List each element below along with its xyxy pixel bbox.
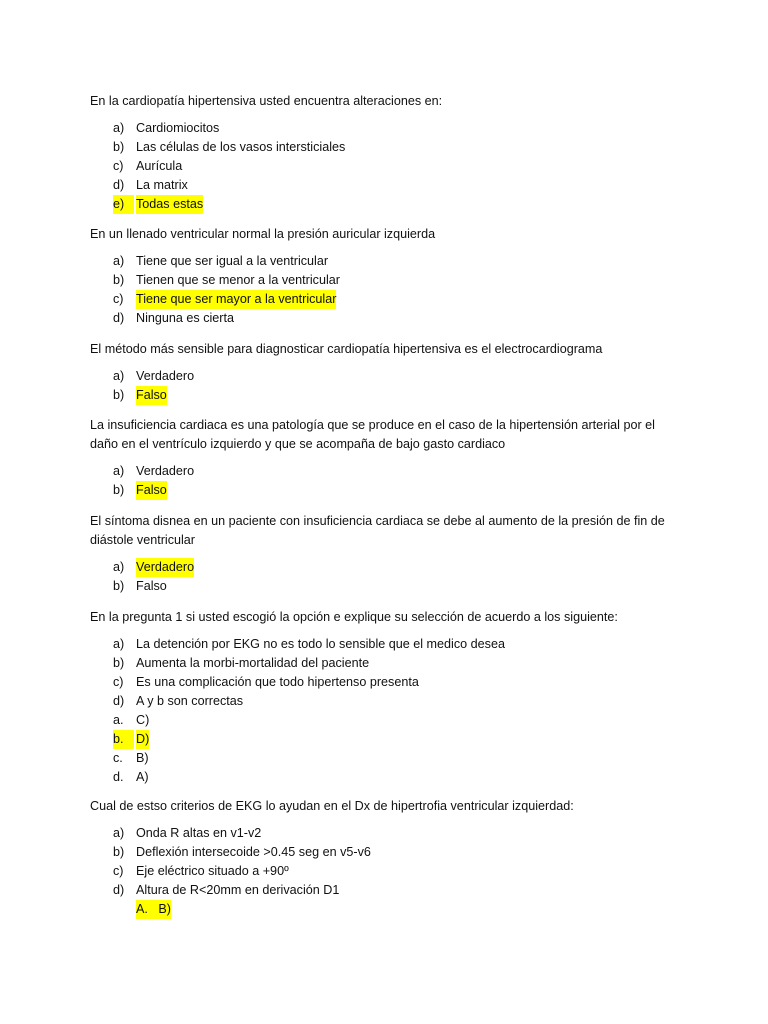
option-letter: c) — [113, 864, 124, 878]
option-letter: A. — [136, 902, 148, 916]
question-prompt: En la cardiopatía hipertensiva usted encuentra alteraciones en: — [90, 94, 443, 108]
option-letter: a) — [113, 560, 125, 574]
option-text: Tiene que ser mayor a la ventricular — [136, 290, 336, 309]
question-2 — [90, 225, 680, 328]
option-letter: a) — [113, 464, 125, 478]
question-prompt-line-2: diástole ventricular — [90, 533, 195, 547]
option-text: Aumenta la morbi-mortalidad del paciente — [136, 656, 370, 670]
option-item — [90, 635, 680, 654]
option-item-highlighted — [90, 386, 680, 405]
question-prompt: En un llenado ventricular normal la presión auricular izquierda — [90, 227, 436, 241]
option-letter: c. — [113, 751, 123, 765]
option-text: Verdadero — [136, 464, 195, 478]
option-text: Falso — [136, 579, 167, 593]
question-prompt: Cual de estso criterios de EKG lo ayudan en el Dx de hipertrofia ventricular izquierdad: — [90, 799, 574, 813]
option-text: Todas estas — [136, 195, 203, 214]
question-prompt: El método más sensible para diagnosticar cardiopatía hipertensiva es el electrocardiograma — [90, 342, 603, 356]
option-text: La matrix — [136, 178, 188, 192]
option-list — [90, 252, 680, 328]
option-item — [90, 367, 680, 386]
option-letter: a) — [113, 369, 125, 383]
question-prompt: En la pregunta 1 si usted escogió la opción e explique su selección de acuerdo a los siguiente: — [90, 610, 618, 624]
option-letter: e) — [113, 195, 134, 214]
option-text: Cardiomiocitos — [136, 121, 220, 135]
option-letter: d. — [113, 770, 124, 784]
option-item — [90, 768, 680, 787]
option-item-highlighted — [90, 730, 680, 749]
option-letter: b) — [113, 579, 125, 593]
option-item — [90, 711, 680, 730]
option-letter: a) — [113, 254, 125, 268]
option-item — [90, 138, 680, 157]
option-item-highlighted — [90, 481, 680, 500]
option-item — [90, 309, 680, 328]
option-item — [90, 862, 680, 881]
option-letter: d) — [113, 883, 125, 897]
option-text: Deflexión intersecoide >0.45 seg en v5-v6 — [136, 845, 371, 859]
option-letter: c) — [113, 292, 124, 306]
option-item — [90, 673, 680, 692]
option-item — [90, 119, 680, 138]
question-4 — [90, 416, 680, 500]
option-text: Tiene que ser igual a la ventricular — [136, 254, 329, 268]
option-item — [90, 654, 680, 673]
option-item — [90, 692, 680, 711]
option-item — [90, 157, 680, 176]
question-1 — [90, 92, 680, 214]
option-letter: a. — [113, 713, 124, 727]
option-text: A y b son correctas — [136, 694, 244, 708]
option-text: Tienen que se menor a la ventricular — [136, 273, 340, 287]
option-item — [90, 881, 680, 900]
option-text: Las células de los vasos intersticiales — [136, 140, 346, 154]
option-letter: d) — [113, 311, 125, 325]
option-item-highlighted — [90, 558, 680, 577]
option-text: Onda R altas en v1-v2 — [136, 826, 262, 840]
option-list — [90, 367, 680, 405]
option-text: La detención por EKG no es todo lo sensible que el medico desea — [136, 637, 505, 651]
option-text: A) — [136, 770, 149, 784]
option-text — [136, 900, 171, 919]
option-list — [90, 462, 680, 500]
question-6 — [90, 608, 680, 787]
option-item — [90, 749, 680, 768]
option-list — [90, 824, 680, 919]
option-letter: d) — [113, 694, 125, 708]
question-5 — [90, 512, 680, 596]
option-list — [90, 558, 680, 596]
option-item — [90, 271, 680, 290]
option-text: Falso — [136, 386, 167, 405]
option-item — [90, 176, 680, 195]
option-letter: a) — [113, 826, 125, 840]
option-item — [90, 252, 680, 271]
option-letter: d) — [113, 178, 125, 192]
question-7 — [90, 797, 680, 919]
option-item — [90, 843, 680, 862]
option-list — [90, 635, 680, 787]
option-letter: a) — [113, 637, 125, 651]
option-letter: b) — [113, 273, 125, 287]
question-prompt-line-1: La insuficiencia cardiaca es una patología que se produce en el caso de la hipertensión arterial por el — [90, 418, 655, 432]
option-letter: c) — [113, 159, 124, 173]
option-text: Verdadero — [136, 558, 194, 577]
option-letter: b) — [113, 845, 125, 859]
option-item-highlighted — [90, 290, 680, 309]
option-value: B) — [158, 902, 171, 916]
option-letter: b) — [113, 483, 125, 497]
option-text: Eje eléctrico situado a +90º — [136, 864, 289, 878]
option-letter: b. — [113, 730, 134, 749]
option-item-highlighted — [90, 195, 680, 214]
option-letter: b) — [113, 388, 125, 402]
question-3 — [90, 340, 680, 405]
option-letter: b) — [113, 656, 125, 670]
option-text: B) — [136, 751, 149, 765]
option-text: Altura de R<20mm en derivación D1 — [136, 883, 340, 897]
question-prompt-line-2: daño en el ventrículo izquierdo y que se acompaña de bajo gasto cardiaco — [90, 437, 506, 451]
option-item — [90, 462, 680, 481]
option-letter: a) — [113, 121, 125, 135]
option-text: C) — [136, 713, 150, 727]
option-text: Aurícula — [136, 159, 183, 173]
question-prompt-line-1: El síntoma disnea en un paciente con insuficiencia cardiaca se debe al aumento de la presión de fin de — [90, 514, 665, 528]
option-item-highlighted — [90, 900, 680, 919]
option-text: Falso — [136, 481, 167, 500]
option-list — [90, 119, 680, 214]
option-text: Es una complicación que todo hipertenso presenta — [136, 675, 419, 689]
option-item — [90, 577, 680, 596]
option-text: D) — [136, 730, 149, 749]
option-text: Ninguna es cierta — [136, 311, 235, 325]
option-letter: b) — [113, 140, 125, 154]
option-text: Verdadero — [136, 369, 195, 383]
option-item — [90, 824, 680, 843]
option-letter: c) — [113, 675, 124, 689]
